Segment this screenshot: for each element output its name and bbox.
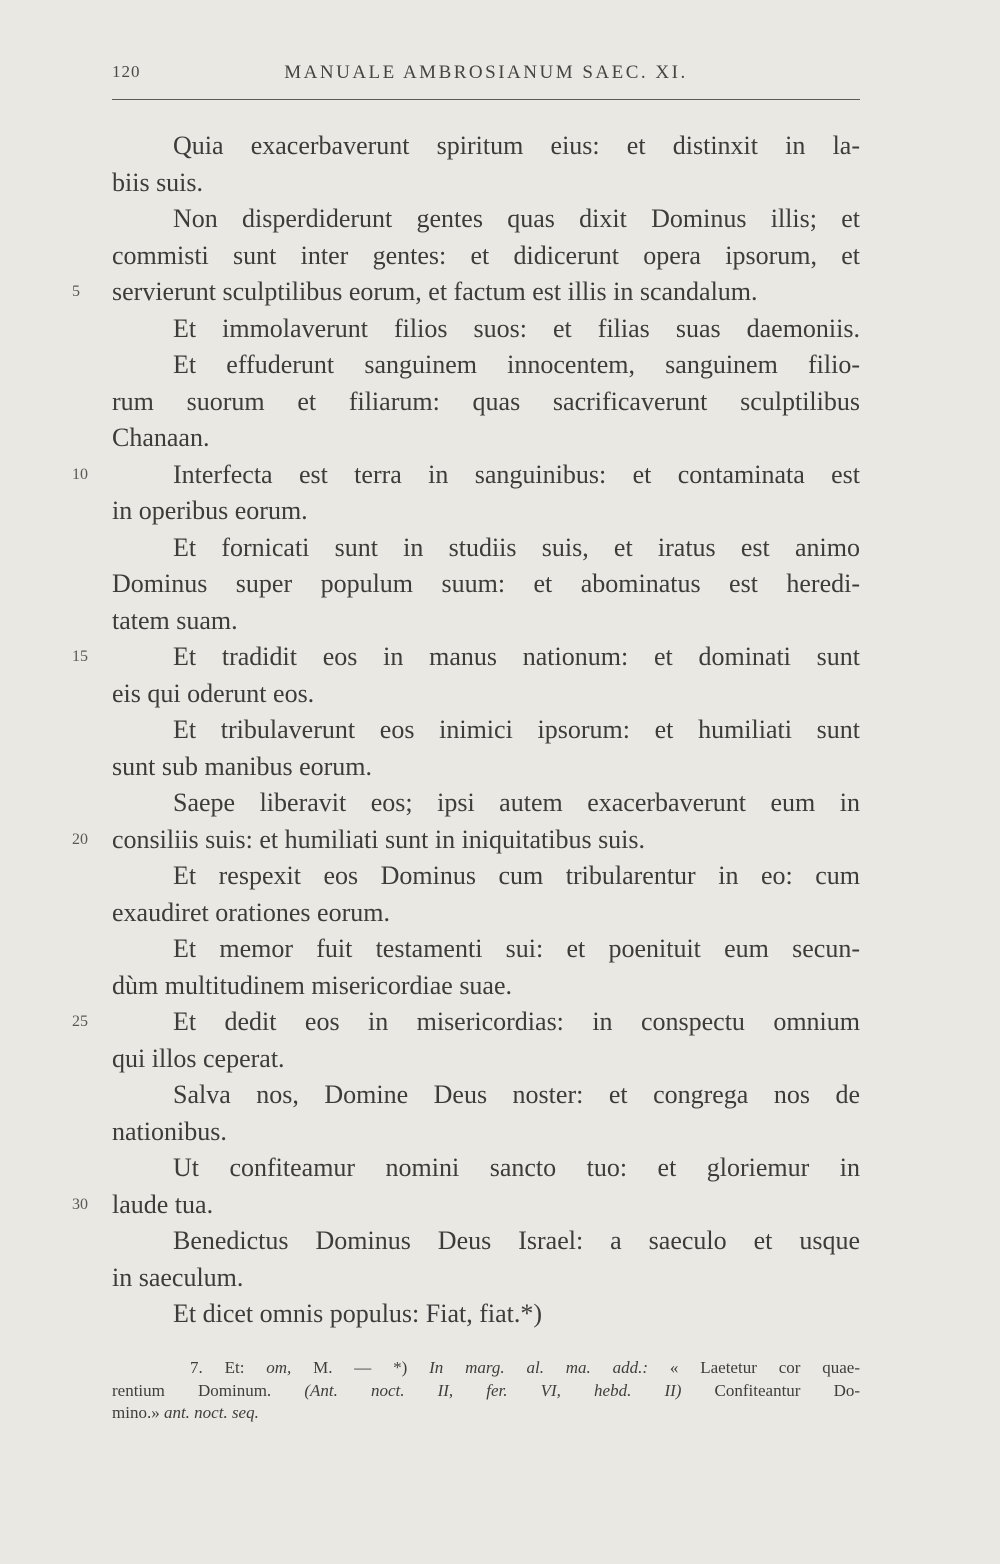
running-title: MANUALE AMBROSIANUM SAEC. XI.: [284, 62, 688, 83]
text-line: sunt sub manibus eorum.: [112, 751, 372, 781]
text-line: 30 laude tua.: [112, 1187, 860, 1224]
text-line: 10 Interfecta est terra in sanguinibus: et contaminata est: [112, 457, 860, 494]
page-number: 120: [112, 62, 141, 81]
text-line: 20 consiliis suis: et humiliati sunt in iniquitatibus suis.: [112, 822, 860, 859]
text-line: Non disperdiderunt gentes quas dixit Dominus illis; et: [173, 204, 860, 233]
line-number: 25: [72, 1013, 88, 1030]
text-line: Et dicet omnis populus: Fiat, fiat.*): [173, 1299, 543, 1328]
footnote-line: 7. Et: om, M. — *) In marg. al. ma. add.: « Laetetur cor quae-: [190, 1358, 860, 1377]
header-rule: [112, 99, 860, 100]
footnote-line: rentium Dominum. (Ant. noct. II, fer. VI, hebd. II) Confiteantur Do-: [112, 1380, 861, 1400]
footnote: [112, 1357, 860, 1425]
page-header: [112, 62, 860, 92]
text-line: 5 servierunt sculptilibus eorum, et factum est illis in scandalum.: [112, 274, 860, 311]
text-line: 25 Et dedit eos in misericordias: in conspectu omnium: [112, 1004, 860, 1041]
text-line: nationibus.: [112, 1116, 227, 1146]
text-line: Salva nos, Domine Deus noster: et congrega nos de: [173, 1080, 860, 1109]
text-line: commisti sunt inter gentes: et didicerunt opera ipsorum, et: [112, 240, 860, 270]
text-line: eis qui oderunt eos.: [112, 678, 315, 708]
text-line: Quia exacerbaverunt spiritum eius: et distinxit in la-: [173, 131, 860, 160]
text-line: tatem suam.: [112, 605, 238, 635]
line-number: 10: [72, 465, 88, 483]
text-line: Chanaan.: [112, 423, 210, 452]
text-line: qui illos ceperat.: [112, 1043, 285, 1073]
text-line: Dominus super populum suum: et abominatus est heredi-: [112, 569, 860, 598]
line-number: 20: [72, 830, 88, 848]
text-line: biis suis.: [112, 167, 204, 197]
text-line: exaudiret orationes eorum.: [112, 897, 390, 927]
text-line: dùm multitudinem misericordiae suae.: [112, 970, 513, 1000]
line-number: 15: [72, 648, 88, 665]
line-number: 5: [72, 283, 80, 300]
text-line: Et immolaverunt filios suos: et filias suas daemoniis.: [173, 313, 860, 343]
text-body: [72, 128, 860, 1333]
text-line: in operibus eorum.: [112, 496, 308, 525]
text-line: Et memor fuit testamenti sui: et poenituit eum secun-: [173, 934, 860, 963]
line-number: 30: [72, 1195, 88, 1213]
text-line: Saepe liberavit eos; ipsi autem exacerbaverunt eum in: [173, 788, 860, 817]
text-line: Et respexit eos Dominus cum tribularentur in eo: cum: [173, 861, 860, 890]
text-line: Benedictus Dominus Deus Israel: a saeculo et usque: [173, 1226, 860, 1255]
footnote-line: mino.» ant. noct. seq.: [112, 1403, 259, 1422]
text-line: 15 Et tradidit eos in manus nationum: et dominati sunt: [112, 639, 860, 676]
text-line: Ut confiteamur nomini sancto tuo: et gloriemur in: [173, 1153, 860, 1182]
text-line: Et tribulaverunt eos inimici ipsorum: et humiliati sunt: [173, 715, 860, 744]
text-line: in saeculum.: [112, 1262, 244, 1292]
text-line: Et effuderunt sanguinem innocentem, sanguinem filio-: [173, 350, 860, 379]
text-line: Et fornicati sunt in studiis suis, et iratus est animo: [173, 532, 860, 562]
text-line: rum suorum et filiarum: quas sacrificaverunt sculptilibus: [112, 386, 860, 416]
